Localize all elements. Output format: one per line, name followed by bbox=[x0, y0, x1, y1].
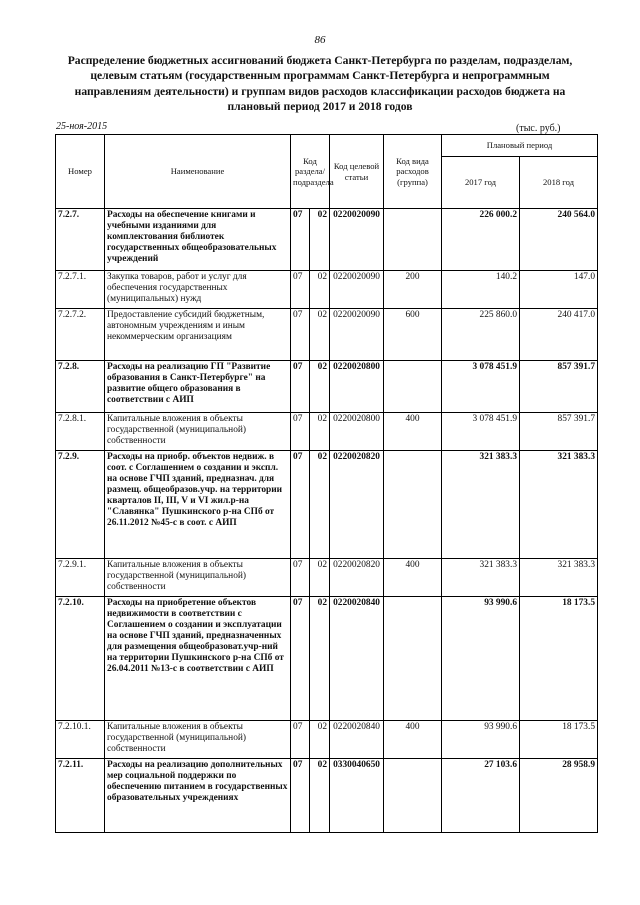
row-expense-type bbox=[384, 451, 442, 559]
row-subsection-code: 02 bbox=[310, 309, 330, 361]
row-number: 7.2.10.1. bbox=[56, 721, 105, 759]
table-row bbox=[56, 559, 598, 597]
row-section-code: 07 bbox=[291, 209, 310, 271]
row-number: 7.2.7.2. bbox=[56, 309, 105, 361]
row-subsection-code: 02 bbox=[310, 451, 330, 559]
header-expense-type-code: Код вида расходов (группа) bbox=[384, 135, 442, 209]
row-name: Предоставление субсидий бюджетным, автономным учреждениям и иным некоммерческим организациям bbox=[105, 309, 291, 361]
row-amount-2018: 18 173.5 bbox=[520, 721, 598, 759]
row-amount-2017: 321 383.3 bbox=[442, 451, 520, 559]
row-amount-2018: 321 383.3 bbox=[520, 559, 598, 597]
row-section-code: 07 bbox=[291, 559, 310, 597]
row-expense-type bbox=[384, 597, 442, 721]
row-target-code: 0220020820 bbox=[330, 559, 384, 597]
table-row bbox=[56, 413, 598, 451]
row-amount-2017: 93 990.6 bbox=[442, 597, 520, 721]
row-target-code: 0220020820 bbox=[330, 451, 384, 559]
row-number: 7.2.9. bbox=[56, 451, 105, 559]
table-body bbox=[56, 209, 598, 833]
header-number: Номер bbox=[56, 135, 105, 209]
table-row bbox=[56, 759, 598, 833]
row-subsection-code: 02 bbox=[310, 413, 330, 451]
row-section-code: 07 bbox=[291, 721, 310, 759]
row-number: 7.2.7. bbox=[56, 209, 105, 271]
row-subsection-code: 02 bbox=[310, 721, 330, 759]
row-name: Капитальные вложения в объекты государственной (муниципальной) собственности bbox=[105, 413, 291, 451]
row-amount-2017: 93 990.6 bbox=[442, 721, 520, 759]
row-number: 7.2.9.1. bbox=[56, 559, 105, 597]
row-section-code: 07 bbox=[291, 451, 310, 559]
row-amount-2018: 857 391.7 bbox=[520, 413, 598, 451]
row-section-code: 07 bbox=[291, 271, 310, 309]
row-amount-2018: 147.0 bbox=[520, 271, 598, 309]
table-row bbox=[56, 209, 598, 271]
row-expense-type bbox=[384, 361, 442, 413]
row-expense-type: 400 bbox=[384, 413, 442, 451]
table-row bbox=[56, 721, 598, 759]
row-target-code: 0220020090 bbox=[330, 209, 384, 271]
row-target-code: 0220020090 bbox=[330, 309, 384, 361]
budget-table bbox=[55, 134, 598, 833]
row-name: Закупка товаров, работ и услуг для обеспечения государственных (муниципальных) нужд bbox=[105, 271, 291, 309]
row-section-code: 07 bbox=[291, 309, 310, 361]
row-subsection-code: 02 bbox=[310, 597, 330, 721]
table-row bbox=[56, 361, 598, 413]
row-section-code: 07 bbox=[291, 413, 310, 451]
date-stamp: 25-ноя-2015 bbox=[56, 121, 108, 132]
row-number: 7.2.10. bbox=[56, 597, 105, 721]
row-amount-2017: 3 078 451.9 bbox=[442, 361, 520, 413]
row-target-code: 0220020840 bbox=[330, 721, 384, 759]
row-subsection-code: 02 bbox=[310, 361, 330, 413]
row-name: Расходы на обеспечение книгами и учебными изданиями для комплектования библиотек государственных общеобразовательных учреждений bbox=[105, 209, 291, 271]
row-amount-2018: 28 958.9 bbox=[520, 759, 598, 833]
row-number: 7.2.8.1. bbox=[56, 413, 105, 451]
table-row bbox=[56, 597, 598, 721]
row-amount-2017: 27 103.6 bbox=[442, 759, 520, 833]
row-name: Расходы на реализацию ГП "Развитие образования в Санкт-Петербурге" на развитие общего образования в соответствии с АИП bbox=[105, 361, 291, 413]
row-amount-2017: 3 078 451.9 bbox=[442, 413, 520, 451]
row-target-code: 0220020800 bbox=[330, 361, 384, 413]
row-expense-type bbox=[384, 209, 442, 271]
row-subsection-code: 02 bbox=[310, 271, 330, 309]
row-amount-2017: 321 383.3 bbox=[442, 559, 520, 597]
page-number: 86 bbox=[314, 34, 326, 46]
row-name: Капитальные вложения в объекты государственной (муниципальной) собственности bbox=[105, 559, 291, 597]
row-number: 7.2.7.1. bbox=[56, 271, 105, 309]
row-name: Расходы на приобретение объектов недвижимости в соответствии с Соглашением о создании и эксплуатации на основе ГЧП зданий, предназначенных для размещения общеобразоват.учр-ний на территории Пушкинского р-на СПб от 26.04.2011 №13-с в соответствии с АИП bbox=[105, 597, 291, 721]
row-section-code: 07 bbox=[291, 759, 310, 833]
header-name: Наименование bbox=[105, 135, 291, 209]
row-subsection-code: 02 bbox=[310, 759, 330, 833]
row-name: Расходы на приобр. объектов недвиж. в соот. с Соглашением о создании и экспл. на основе ГЧП зданий, предназнач. для размещ. общеобразов.учр. на территории кварталов II, III, V и VI жил.р-на "Славянка" Пушкинского р-на СПб от 26.11.2012 №45-с в соот. с АИП bbox=[105, 451, 291, 559]
row-target-code: 0330040650 bbox=[330, 759, 384, 833]
header-year-2018: 2018 год bbox=[520, 157, 598, 209]
row-amount-2018: 18 173.5 bbox=[520, 597, 598, 721]
row-amount-2018: 857 391.7 bbox=[520, 361, 598, 413]
row-target-code: 0220020800 bbox=[330, 413, 384, 451]
row-name: Расходы на реализацию дополнительных мер социальной поддержки по обеспечению питанием в государственных образовательных учреждениях bbox=[105, 759, 291, 833]
table-row bbox=[56, 271, 598, 309]
row-amount-2018: 321 383.3 bbox=[520, 451, 598, 559]
table-row bbox=[56, 309, 598, 361]
row-amount-2018: 240 564.0 bbox=[520, 209, 598, 271]
header-planned-period: Плановый период bbox=[442, 135, 598, 157]
row-amount-2017: 226 000.2 bbox=[442, 209, 520, 271]
units-label: (тыс. руб.) bbox=[516, 123, 561, 134]
row-expense-type bbox=[384, 759, 442, 833]
document-title: Распределение бюджетных ассигнований бюджета Санкт-Петербурга по разделам, подразделам, целевым статьям (государственным программам Санкт-Петербурга и непрограммным направлениям деятельности) и группам видов расходов классификации расходов бюджета на плановый период 2017 и 2018 годов bbox=[67, 54, 573, 114]
row-expense-type: 400 bbox=[384, 559, 442, 597]
row-expense-type: 600 bbox=[384, 309, 442, 361]
row-subsection-code: 02 bbox=[310, 559, 330, 597]
row-name: Капитальные вложения в объекты государственной (муниципальной) собственности bbox=[105, 721, 291, 759]
row-section-code: 07 bbox=[291, 597, 310, 721]
row-subsection-code: 02 bbox=[310, 209, 330, 271]
row-number: 7.2.11. bbox=[56, 759, 105, 833]
row-expense-type: 200 bbox=[384, 271, 442, 309]
header-section-code: Код раздела/ подраздела bbox=[291, 135, 330, 209]
row-amount-2017: 225 860.0 bbox=[442, 309, 520, 361]
row-amount-2017: 140.2 bbox=[442, 271, 520, 309]
header-target-code: Код целевой статьи bbox=[330, 135, 384, 209]
header-year-2017: 2017 год bbox=[442, 157, 520, 209]
row-target-code: 0220020090 bbox=[330, 271, 384, 309]
row-number: 7.2.8. bbox=[56, 361, 105, 413]
row-amount-2018: 240 417.0 bbox=[520, 309, 598, 361]
row-section-code: 07 bbox=[291, 361, 310, 413]
row-target-code: 0220020840 bbox=[330, 597, 384, 721]
row-expense-type: 400 bbox=[384, 721, 442, 759]
table-row bbox=[56, 451, 598, 559]
